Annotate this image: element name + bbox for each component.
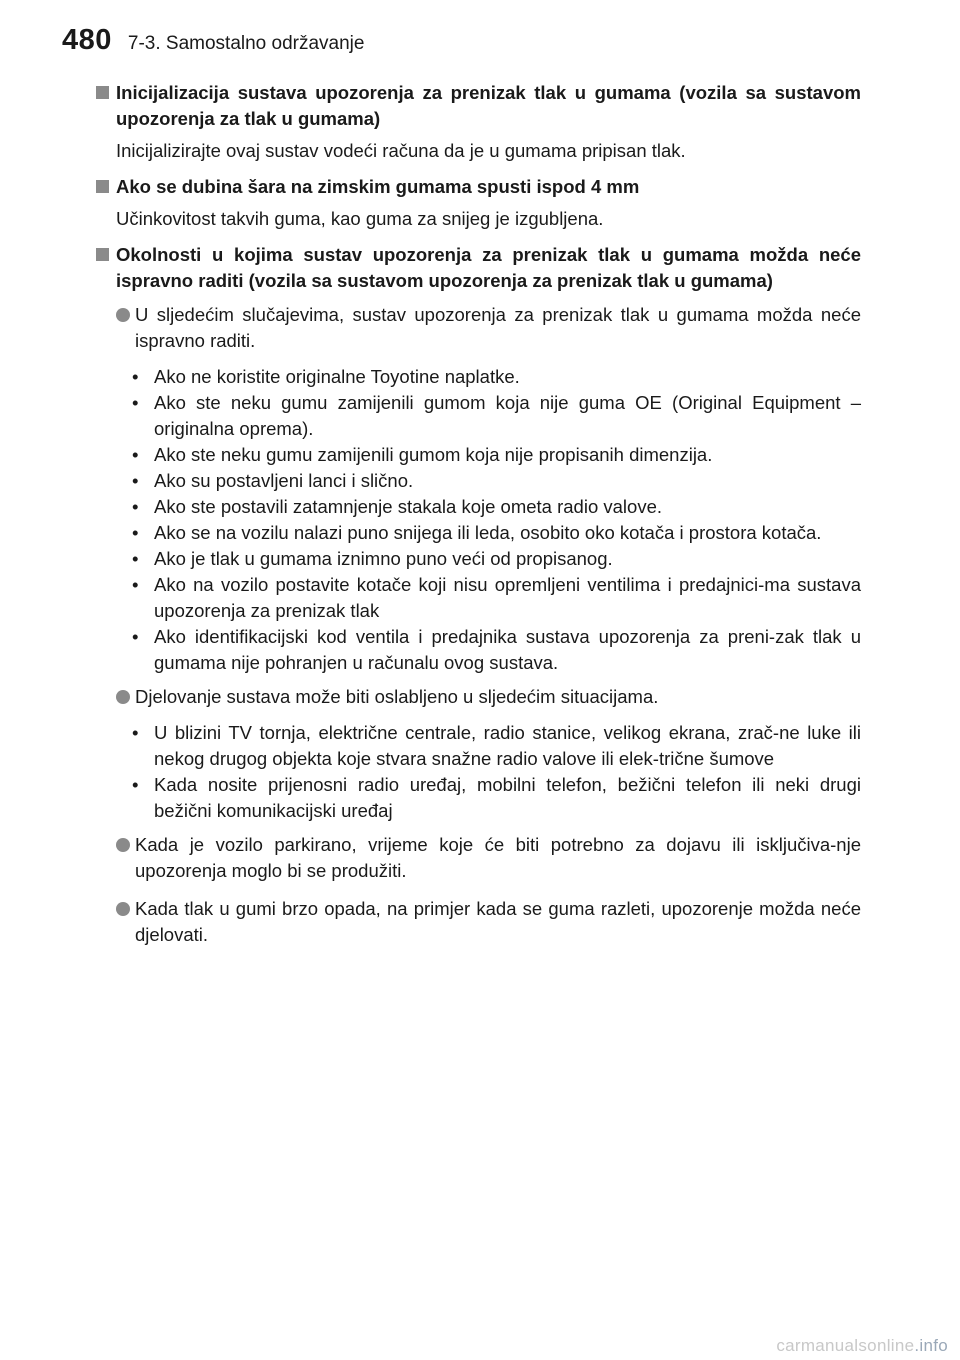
list-item	[116, 684, 861, 710]
page-content	[96, 76, 861, 948]
sub-list-item	[130, 494, 861, 520]
sub-list-item-text: Ako na vozilo postavite kotače koji nisu opremljeni ventilima i predajnici-ma sustava upozorenja za prenizak tlak	[154, 574, 861, 621]
sub-list-item	[130, 546, 861, 572]
section-paragraph: Učinkovitost takvih guma, kao guma za snijeg je izgubljena.	[116, 208, 604, 229]
sub-list-item-text: Ako ste postavili zatamnjenje stakala koje ometa radio valove.	[154, 496, 662, 517]
dot-bullet-icon: •	[132, 722, 139, 743]
sub-list-item	[130, 442, 861, 468]
dot-bullet-icon: •	[132, 522, 139, 543]
sub-list-item	[130, 624, 861, 676]
sub-list-item-text: Ako ste neku gumu zamijenili gumom koja nije propisanih dimenzija.	[154, 444, 713, 465]
sub-list-item	[130, 720, 861, 772]
sub-list-item-text: Ako su postavljeni lanci i slično.	[154, 470, 414, 491]
list-item-text: U sljedećim slučajevima, sustav upozorenja za prenizak tlak u gumama možda neće ispravno raditi.	[135, 304, 861, 351]
sub-list-item	[130, 772, 861, 824]
dot-bullet-icon: •	[132, 548, 139, 569]
page-header	[62, 24, 364, 64]
dot-bullet-icon: •	[132, 626, 139, 647]
sub-list-item	[130, 364, 861, 390]
page-number: 480	[62, 24, 112, 56]
section-paragraph: Inicijalizirajte ovaj sustav vodeći računa da je u gumama pripisan tlak.	[116, 140, 686, 161]
sub-list-item-text: Ako identifikacijski kod ventila i predajnika sustava upozorenja za preni-zak tlak u gumama nije pohranjen u računalu ovog sustava.	[154, 626, 861, 673]
section-heading-text: Okolnosti u kojima sustav upozorenja za prenizak tlak u gumama možda neće ispravno raditi (vozila sa sustavom upozorenja za prenizak tlak u gumama)	[116, 244, 861, 291]
list-item-text: Kada tlak u gumi brzo opada, na primjer kada se guma razleti, upozorenje možda neće djelovati.	[135, 898, 861, 945]
watermark-suffix: .info	[914, 1336, 948, 1355]
circle-bullet-icon	[116, 902, 130, 916]
sub-list-item	[130, 572, 861, 624]
section-heading-text: Inicijalizacija sustava upozorenja za prenizak tlak u gumama (vozila sa sustavom upozorenja za tlak u gumama)	[116, 82, 861, 129]
square-bullet-icon	[96, 86, 109, 99]
sub-list-item	[130, 520, 861, 546]
site-watermark	[776, 1336, 948, 1356]
section-heading-text: Ako se dubina šara na zimskim gumama spusti ispod 4 mm	[116, 176, 640, 197]
list-item	[116, 896, 861, 948]
section-heading	[96, 174, 861, 200]
sub-list-item-text: U blizini TV tornja, električne centrale, radio stanice, velikog ekrana, zrač-ne luke ili nekog drugog objekta koje stvara snažne radio valove ili elek-trične šumove	[154, 722, 861, 769]
sub-list	[130, 364, 861, 676]
section-heading	[96, 80, 861, 132]
dot-bullet-icon: •	[132, 444, 139, 465]
circle-bullet-icon	[116, 690, 130, 704]
dot-bullet-icon: •	[132, 774, 139, 795]
sub-list-item	[130, 390, 861, 442]
list-item-text: Djelovanje sustava može biti oslabljeno u sljedećim situacijama.	[135, 686, 659, 707]
dot-bullet-icon: •	[132, 574, 139, 595]
dot-bullet-icon: •	[132, 496, 139, 517]
section-heading	[96, 242, 861, 294]
list-item	[116, 302, 861, 354]
square-bullet-icon	[96, 248, 109, 261]
sub-list-item-text: Ako ne koristite originalne Toyotine naplatke.	[154, 366, 520, 387]
list-item-text: Kada je vozilo parkirano, vrijeme koje će biti potrebno za dojavu ili isključiva-nje upozorenja moglo bi se produžiti.	[135, 834, 861, 881]
dot-bullet-icon: •	[132, 392, 139, 413]
dot-bullet-icon: •	[132, 366, 139, 387]
section-title: 7-3. Samostalno održavanje	[127, 33, 365, 54]
circle-bullet-icon	[116, 838, 130, 852]
dot-bullet-icon: •	[132, 470, 139, 491]
sub-list-item-text: Ako je tlak u gumama iznimno puno veći od propisanog.	[154, 548, 613, 569]
list-item	[116, 832, 861, 884]
sub-list-item-text: Kada nosite prijenosni radio uređaj, mobilni telefon, bežični telefon ili neki drugi bežični komunikacijski uređaj	[154, 774, 861, 821]
circle-bullet-icon	[116, 308, 130, 322]
sub-list-item	[130, 468, 861, 494]
sub-list-item-text: Ako se na vozilu nalazi puno snijega ili leda, osobito oko kotača i prostora kotača.	[154, 522, 822, 543]
square-bullet-icon	[96, 180, 109, 193]
watermark-text: carmanualsonline	[776, 1336, 915, 1355]
sub-list-item-text: Ako ste neku gumu zamijenili gumom koja nije guma OE (Original Equipment – originalna oprema).	[154, 392, 861, 439]
sub-list	[130, 720, 861, 824]
